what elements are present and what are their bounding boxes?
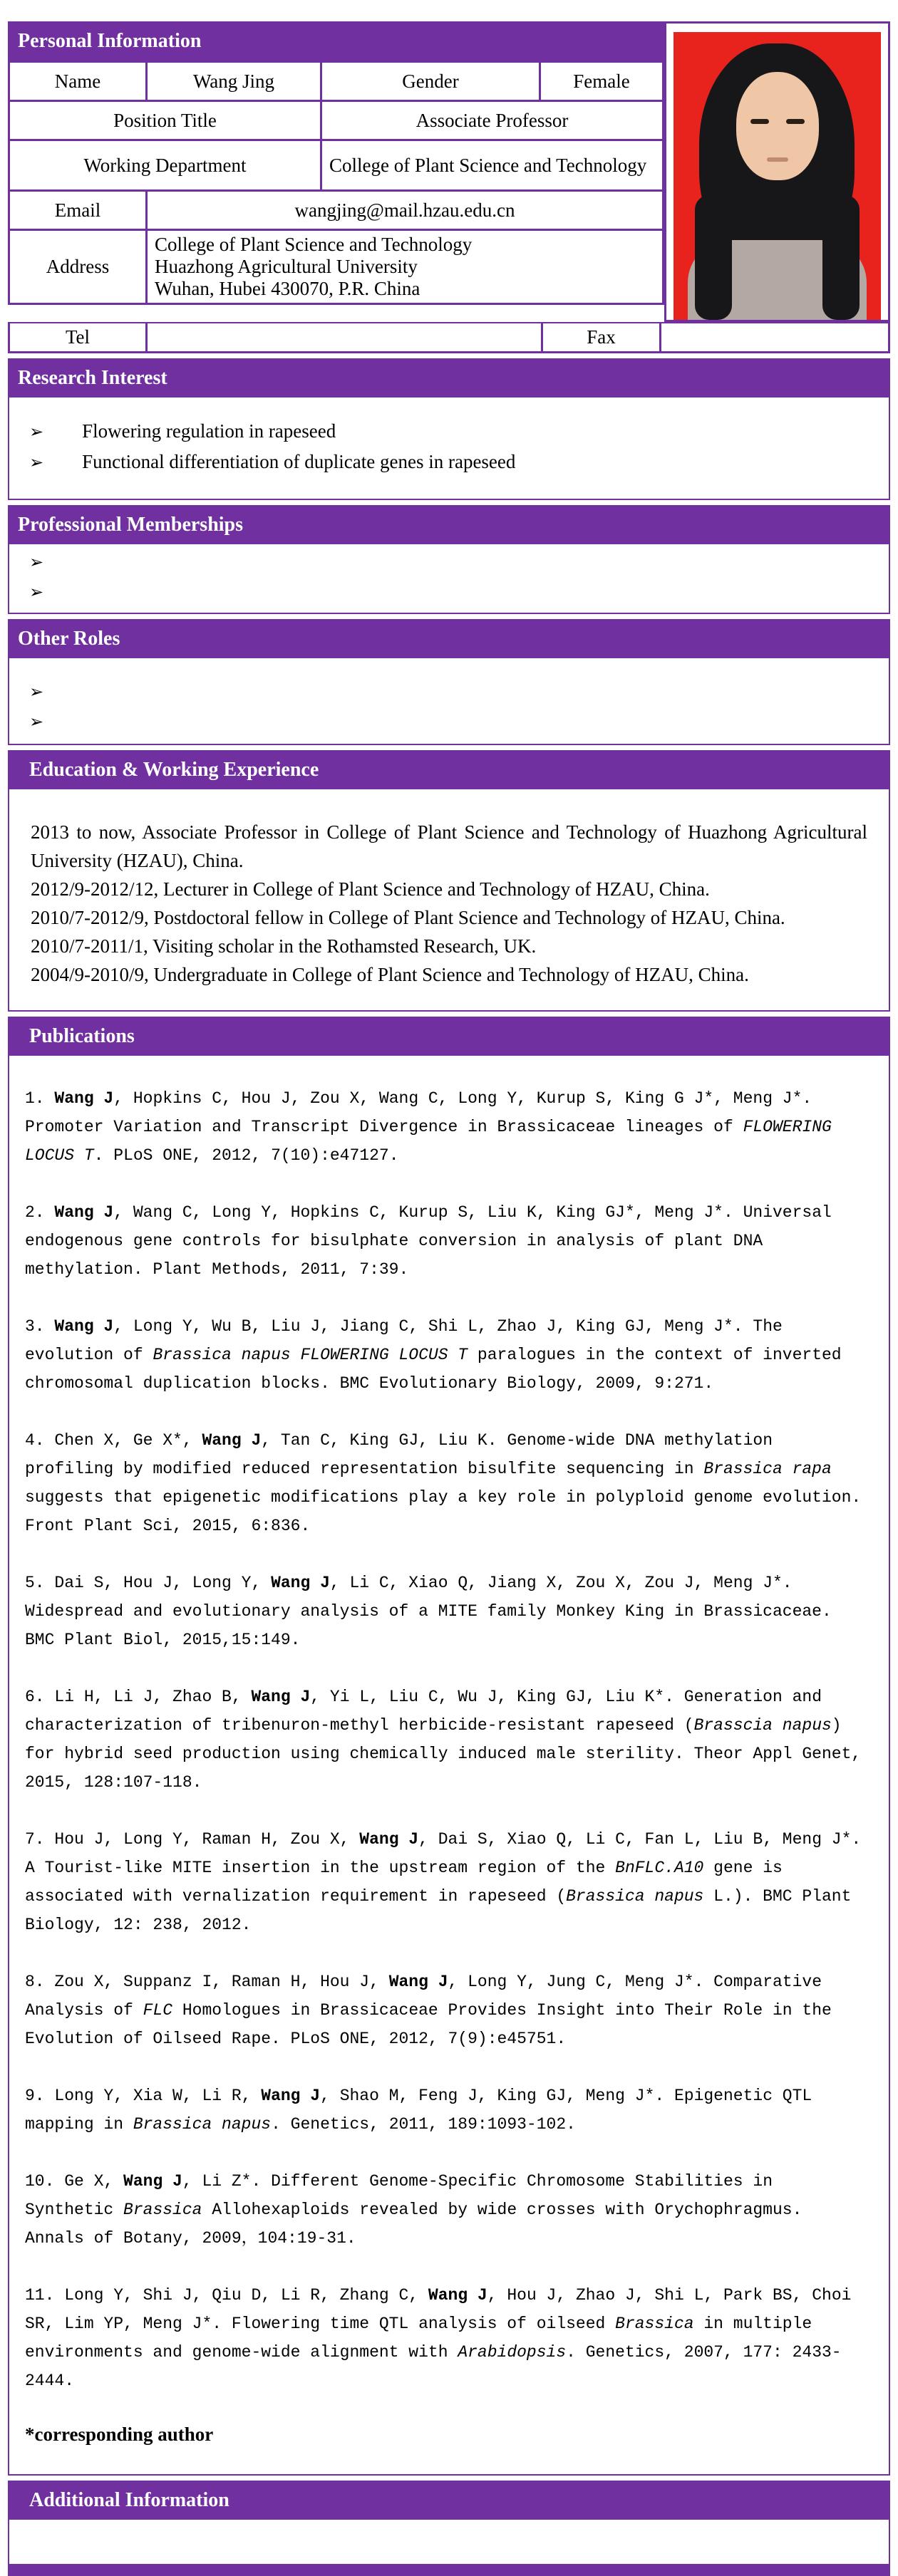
author-highlight: Wang J [359, 1830, 419, 1849]
education-entry: 2010/7-2011/1, Visiting scholar in the Rothamsted Research, UK. [31, 935, 537, 957]
position-title-label: Position Title [10, 102, 320, 139]
photo-mouth-shape [767, 157, 788, 162]
bullet-item [19, 447, 874, 477]
publication-text: 7. Hou J, Long Y, Raman H, Zou X, [25, 1830, 360, 1849]
publication-text: , Long Y, Wu B, Liu J, Jiang C, Shi L, Zhao J, King GJ, Meng J*. The evolution of [25, 1317, 783, 1364]
address-label: Address [10, 231, 145, 303]
research-interest-box [8, 398, 890, 500]
author-highlight: Wang J [123, 2172, 182, 2191]
additional-information-box [8, 2520, 890, 2565]
research-interest-section [8, 358, 890, 500]
section-header-other-roles: Other Roles [8, 619, 890, 658]
faculty-profile-page [8, 21, 890, 2576]
education-entry: 2013 to now, Associate Professor in College of Plant Science and Technology of Huazhong Agricultural University (HZAU), China. [31, 821, 867, 871]
author-highlight: Wang J [202, 1431, 262, 1450]
section-header-education: Education & Working Experience [8, 750, 890, 789]
author-highlight: Wang J [261, 2087, 321, 2105]
personal-info-area [8, 21, 890, 322]
publication-item [25, 1198, 869, 1284]
italic-term: Brassica [123, 2201, 202, 2219]
gender-label: Gender [322, 63, 539, 100]
fax-label: Fax [543, 323, 659, 351]
additional-information-section [8, 2481, 890, 2576]
italic-term: FLC [143, 2001, 173, 2020]
publication-item [25, 1084, 869, 1170]
publication-text: gene is associated with vernalization requirement in rapeseed ( [25, 1859, 783, 1906]
position-title-value: Associate Professor [322, 102, 662, 139]
address-line-1: College of Plant Science and Technology [155, 234, 473, 255]
publication-text: 9. Long Y, Xia W, Li R, [25, 2087, 262, 2105]
publication-text: 1. [25, 1089, 55, 1108]
education-box [8, 789, 890, 1012]
italic-term: Arabidopsis [458, 2343, 567, 2362]
publication-text: , Wang C, Long Y, Hopkins C, Kurup S, Liu K, King GJ*, Meng J*. Universal endogenous gene controls for bisulphate conversion in analysis of plant DNA methylation. Plant Methods, 2011, 7:39. [25, 1203, 832, 1279]
publication-text: 6. Li H, Li J, Zhao B, [25, 1688, 252, 1706]
photo-cell [664, 21, 890, 322]
section-header-research-interest: Research Interest [8, 358, 890, 398]
email-label: Email [10, 192, 145, 229]
gender-value: Female [541, 63, 662, 100]
publication-text: , Dai S, Xiao Q, Li C, Fan L, Liu B, Meng J*. A Tourist-like MITE insertion in the upstream region of the [25, 1830, 862, 1877]
publication-text: 11. Long Y, Shi J, Qiu D, Li R, Zhang C, [25, 2286, 428, 2305]
italic-term: FLOWERING LOCUS T [25, 1118, 832, 1165]
publication-text: , Li C, Xiao Q, Jiang X, Zou X, Zou J, Meng J*. Widespread and evolutionary analysis of a MITE family Monkey King in Brassicaceae. BMC Plant Biol, 2015,15:149. [25, 1574, 832, 1649]
publication-text: L.). BMC Plant Biology, 12: 238, 2012. [25, 1887, 852, 1934]
publication-text: , Long Y, Jung C, Meng J*. Comparative Analysis of [25, 1973, 822, 2020]
section-header-professional-memberships: Professional Memberships [8, 505, 890, 544]
publication-item [25, 1968, 869, 2053]
publication-text: 2. [25, 1203, 55, 1222]
education-entry: 2004/9-2010/9, Undergraduate in College of Plant Science and Technology of HZAU, China. [31, 964, 749, 985]
photo-hair-left-shape [695, 195, 732, 320]
arrow-bullet-icon: ➢ [29, 422, 44, 442]
publication-text: 5. Dai S, Hou J, Long Y, [25, 1574, 272, 1592]
email-value: wangjing@mail.hzau.edu.cn [148, 192, 662, 229]
italic-term: Brassica [615, 2315, 694, 2333]
tel-fax-row [8, 322, 890, 353]
italic-term: Brassica napus [566, 1887, 704, 1906]
italic-term: Brasscia napus [693, 1716, 832, 1735]
publication-text: , Yi L, Liu C, Wu J, King GJ, Liu K*. Generation and characterization of tribenuron-methyl herbicide-resistant rapeseed ( [25, 1688, 822, 1735]
publication-text: . Genetics, 2007, 177: 2433-2444. [25, 2343, 842, 2390]
arrow-bullet-icon: ➢ [29, 682, 44, 702]
publication-text: in multiple environments and genome-wide alignment with [25, 2315, 812, 2362]
publication-text: Homologues in Brassicaceae Provides Insight into Their Role in the Evolution of Oilseed Rape. PLoS ONE, 2012, 7(9):e45751. [25, 2001, 832, 2048]
bullet-item [19, 677, 874, 707]
arrow-bullet-icon: ➢ [29, 452, 44, 472]
bottom-purple-strip [8, 2565, 890, 2576]
bullet-item [19, 707, 874, 737]
publication-text: , Shao M, Feng J, King GJ, Meng J*. Epigenetic QTL mapping in [25, 2087, 812, 2134]
other-roles-section [8, 619, 890, 745]
portrait-photo [674, 32, 881, 320]
publication-text: 10. Ge X, [25, 2172, 124, 2191]
author-highlight: Wang J [54, 1317, 114, 1336]
address-line-2: Huazhong Agricultural University [155, 256, 418, 277]
tel-label: Tel [10, 323, 145, 351]
publication-text: 4. Chen X, Ge X*, [25, 1431, 202, 1450]
arrow-bullet-icon: ➢ [29, 552, 44, 572]
publication-text: 3. [25, 1317, 55, 1336]
italic-term: Brassica napus [133, 2115, 272, 2134]
professional-memberships-box [8, 544, 890, 614]
section-header-publications: Publications [8, 1017, 890, 1056]
italic-term: Brassica napus FLOWERING LOCUS T [153, 1346, 468, 1364]
corresponding-author-note: *corresponding author [25, 2424, 214, 2445]
publication-text: Allohexaploids revealed by wide crosses with Orychophragmus. Annals of Botany, 2009，104:19-31. [25, 2201, 802, 2248]
arrow-bullet-icon: ➢ [29, 712, 44, 732]
publication-item [25, 1825, 869, 1939]
other-roles-box [8, 658, 890, 745]
photo-left-eye-shape [750, 119, 769, 124]
publication-item [25, 2082, 869, 2139]
education-section [8, 750, 890, 1012]
publication-list [25, 1084, 869, 2395]
bullet-item [19, 547, 874, 577]
education-entry: 2012/9-2012/12, Lecturer in College of Plant Science and Technology of HZAU, China. [31, 878, 710, 900]
photo-right-eye-shape [786, 119, 805, 124]
publication-item [25, 1569, 869, 1654]
italic-term: Brassica rapa [703, 1460, 832, 1478]
publication-item [25, 1683, 869, 1797]
author-highlight: Wang J [251, 1688, 311, 1706]
section-header-additional-information: Additional Information [8, 2481, 890, 2520]
working-department-label: Working Department [10, 141, 320, 189]
address-value [148, 231, 662, 303]
address-line-3: Wuhan, Hubei 430070, P.R. China [155, 278, 420, 299]
publication-text: , Hou J, Zhao J, Shi L, Park BS, Choi SR, Lim YP, Meng J*. Flowering time QTL analysis of oilseed [25, 2286, 852, 2333]
publication-text: , Hopkins C, Hou J, Zou X, Wang C, Long Y, Kurup S, King G J*, Meng J*. Promoter Variation and Transcript Divergence in Brassicaceae lineages of [25, 1089, 812, 1136]
publication-text: paralogues in the context of inverted chromosomal duplication blocks. BMC Evolutionary Biology, 2009, 9:271. [25, 1346, 842, 1393]
bullet-text: Functional differentiation of duplicate genes in rapeseed [82, 451, 516, 472]
publication-item [25, 2281, 869, 2395]
author-highlight: Wang J [428, 2286, 487, 2305]
author-highlight: Wang J [271, 1574, 330, 1592]
publication-text: 8. Zou X, Suppanz I, Raman H, Hou J, [25, 1973, 389, 1991]
name-label: Name [10, 63, 145, 100]
tel-value [148, 323, 541, 351]
education-entry: 2010/7-2012/9, Postdoctoral fellow in College of Plant Science and Technology of HZAU, China. [31, 907, 785, 928]
publication-item [25, 1312, 869, 1398]
fax-value [661, 323, 888, 351]
author-highlight: Wang J [54, 1203, 114, 1222]
bullet-item [19, 577, 874, 607]
publication-text: . Genetics, 2011, 189:1093-102. [271, 2115, 576, 2134]
author-highlight: Wang J [54, 1089, 114, 1108]
name-value: Wang Jing [148, 63, 320, 100]
bullet-text: Flowering regulation in rapeseed [82, 420, 336, 442]
working-department-value: College of Plant Science and Technology [322, 141, 662, 189]
photo-hair-right-shape [822, 195, 860, 320]
photo-face-shape [736, 72, 819, 180]
publications-box [8, 1056, 890, 2476]
italic-term: BnFLC.A10 [615, 1859, 704, 1877]
publication-text: . PLoS ONE, 2012, 7(10):e47127. [93, 1146, 399, 1165]
publication-text: , Li Z*. Different Genome-Specific Chromosome Stabilities in Synthetic [25, 2172, 773, 2219]
publication-item [25, 2167, 869, 2253]
publication-item [25, 1426, 869, 1540]
publication-text: suggests that epigenetic modifications play a key role in polyploid genome evolution. Front Plant Sci, 2015, 6:836. [25, 1488, 862, 1535]
arrow-bullet-icon: ➢ [29, 582, 44, 602]
publication-text: , Tan C, King GJ, Liu K. Genome-wide DNA methylation profiling by modified reduced representation bisulfite sequencing in [25, 1431, 773, 1478]
author-highlight: Wang J [388, 1973, 448, 1991]
personal-info-table [8, 61, 664, 305]
professional-memberships-section [8, 505, 890, 614]
publications-section [8, 1017, 890, 2476]
publication-text: ) for hybrid seed production using chemically induced male sterility. Theor Appl Genet, 2015, 128:107-118. [25, 1716, 862, 1792]
bullet-item [19, 416, 874, 447]
section-header-personal-information: Personal Information [8, 21, 664, 61]
